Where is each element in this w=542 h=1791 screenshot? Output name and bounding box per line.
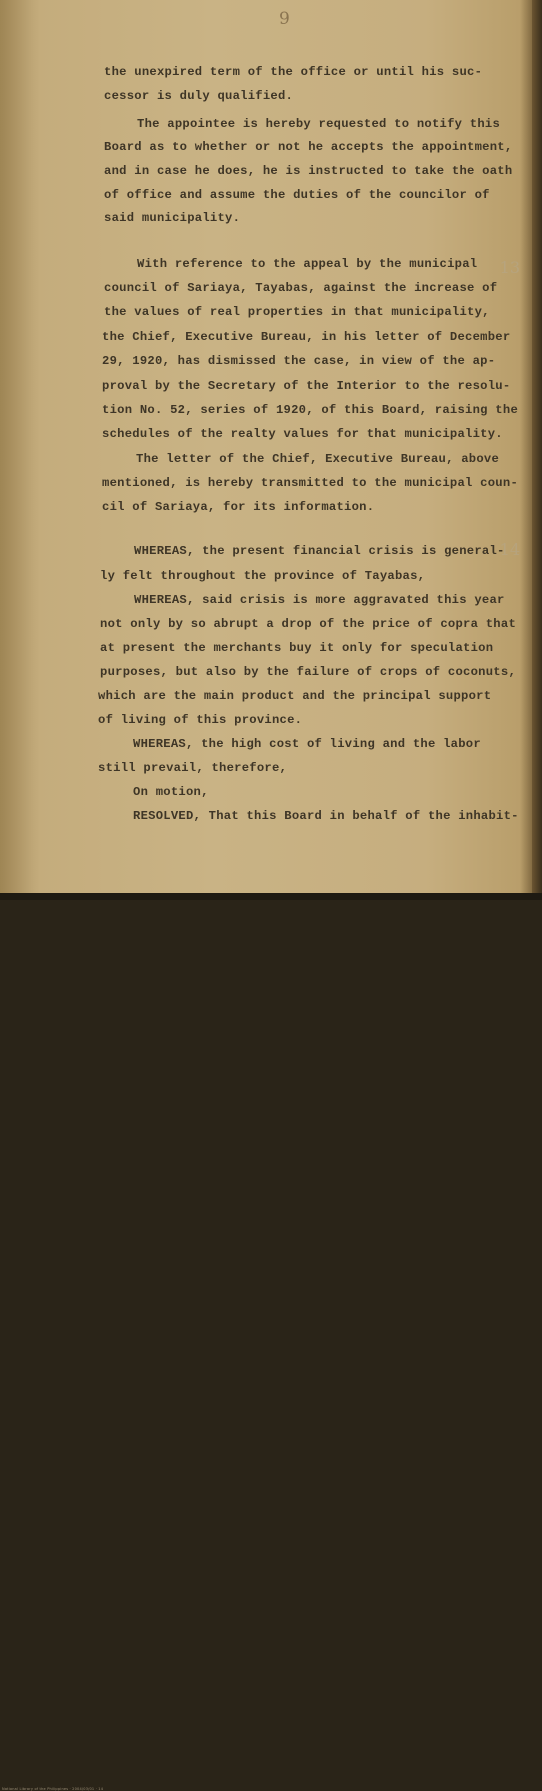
text-line: The appointee is hereby requested to notify this: [137, 117, 501, 131]
text-line: cessor is duly qualified.: [104, 89, 294, 103]
text-line: WHEREAS, said crisis is more aggravated this year: [134, 593, 505, 607]
text-line: mentioned, is hereby transmitted to the municipal coun-: [102, 476, 519, 490]
scan-footer-strip: [0, 893, 542, 1791]
text-line: Board as to whether or not he accepts the appointment,: [104, 140, 513, 154]
document-page: [0, 0, 532, 893]
text-line: proval by the Secretary of the Interior to the resolu-: [102, 379, 511, 393]
text-line: WHEREAS, the high cost of living and the labor: [133, 737, 481, 751]
margin-mark-13: 13: [499, 258, 520, 277]
text-line: On motion,: [133, 785, 209, 799]
text-line: RESOLVED, That this Board in behalf of the inhabit-: [133, 809, 519, 823]
text-line: 29, 1920, has dismissed the case, in view of the ap-: [102, 354, 496, 368]
text-line: With reference to the appeal by the municipal: [137, 257, 478, 271]
text-line: the values of real properties in that municipality,: [104, 305, 490, 319]
text-line: tion No. 52, series of 1920, of this Board, raising the: [102, 403, 519, 417]
text-line: ly felt throughout the province of Tayabas,: [100, 569, 426, 583]
margin-mark-14: 14: [499, 540, 520, 559]
text-line: which are the main product and the principal support: [98, 689, 492, 703]
text-line: of living of this province.: [98, 713, 303, 727]
text-line: not only by so abrupt a drop of the price of copra that: [100, 617, 517, 631]
text-line: at present the merchants buy it only for speculation: [100, 641, 494, 655]
text-line: cil of Sariaya, for its information.: [102, 500, 375, 514]
text-line: the unexpired term of the office or until his suc-: [104, 65, 483, 79]
scan-footer-text: National Library of the Philippines · 2004/03/01 · 14: [2, 1787, 104, 1791]
text-line: of office and assume the duties of the councilor of: [104, 188, 490, 202]
text-line: and in case he does, he is instructed to take the oath: [104, 164, 513, 178]
text-line: schedules of the realty values for that municipality.: [102, 427, 503, 441]
text-line: the Chief, Executive Bureau, in his letter of December: [102, 330, 511, 344]
text-line: WHEREAS, the present financial crisis is general-: [134, 544, 505, 558]
text-line: said municipality.: [104, 211, 241, 225]
book-edge: [532, 0, 542, 900]
text-line: council of Sariaya, Tayabas, against the increase of: [104, 281, 498, 295]
text-line: The letter of the Chief, Executive Bureau, above: [136, 452, 500, 466]
text-line: still prevail, therefore,: [98, 761, 288, 775]
page-number: 9: [279, 9, 290, 29]
text-line: purposes, but also by the failure of crops of coconuts,: [100, 665, 517, 679]
